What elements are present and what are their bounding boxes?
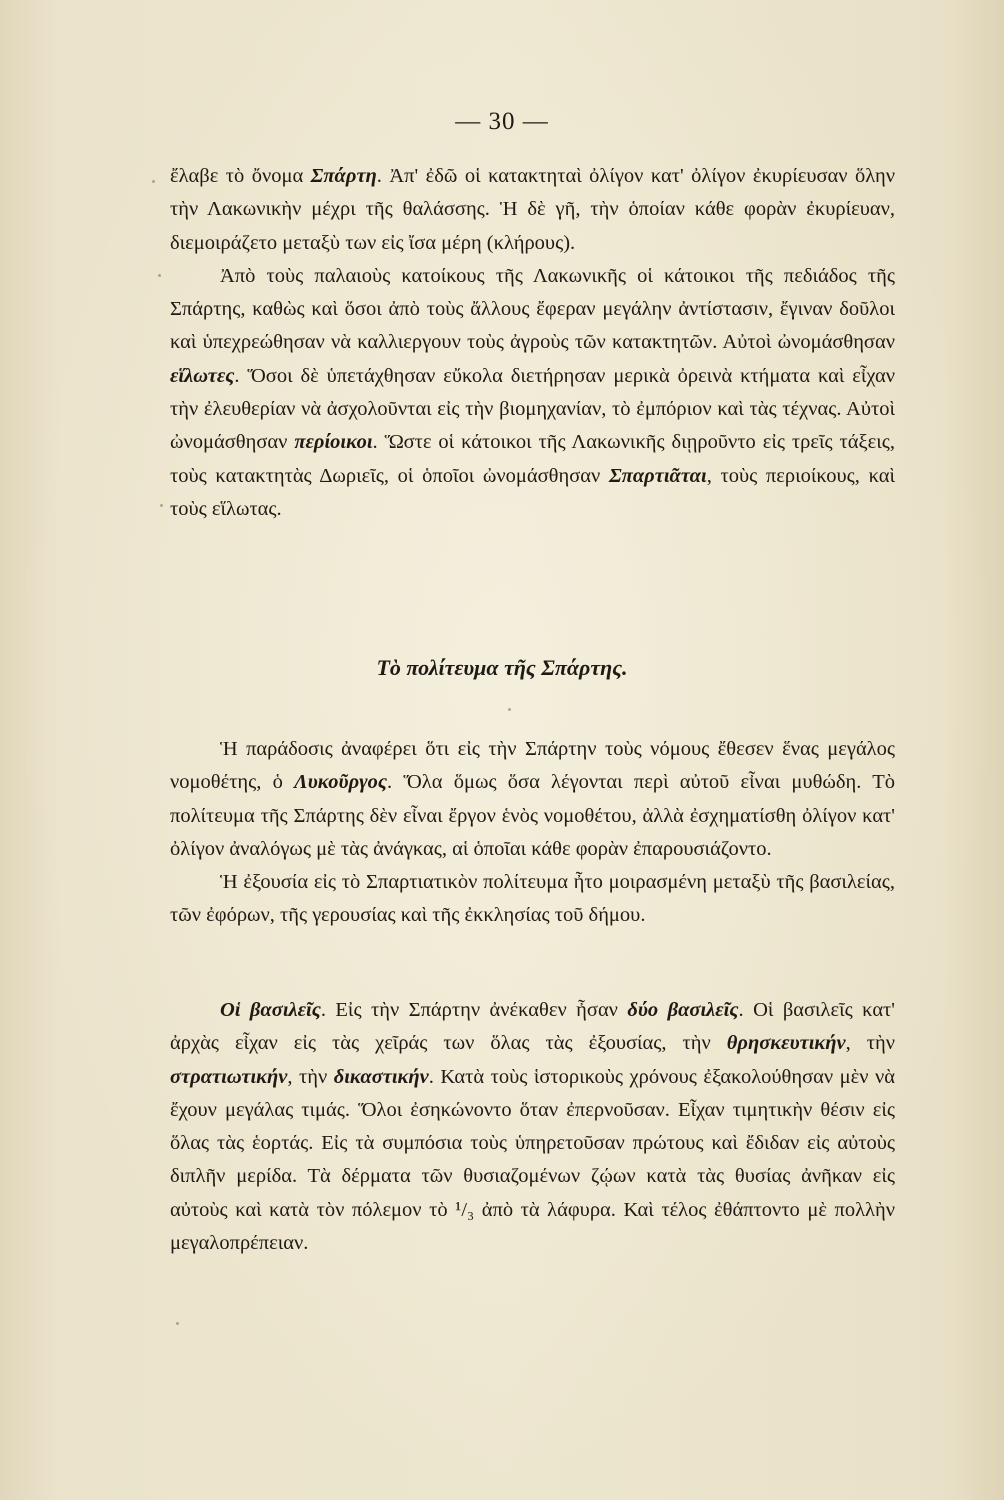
emphasis-dyo-vasileis: δύο βασιλεῖς [627, 999, 739, 1021]
paragraph-1 [170, 160, 895, 260]
text-block-middle [170, 733, 895, 933]
paragraph-3-text-b: . Ὅλα ὅμως ὅσα λέγονται περὶ αὐτοῦ εἶναι μυθώδη. Τὸ πολίτευμα τῆς Σπάρτης δὲν εἶναι ἔργον ἑνὸς νομοθέτου, ἀλλὰ ἐσχηματίσθη ὀλίγον κατ' ὀλίγον ἀναλόγως μὲ τὰς ἀνάγκας, αἱ ὁποῖαι κάθε φορὰν ἐπαρουσιάζοντο. [170, 771, 896, 860]
paragraph-5 [170, 994, 895, 1260]
emphasis-thriskeftiki: θρησκευτικήν [726, 1032, 846, 1055]
paper-speck [176, 1322, 179, 1325]
paragraph-5-text-a: . Εἰς τὴν Σπάρτην ἀνέκαθεν ἦσαν [320, 999, 628, 1021]
paragraph-1-text-a: ἔλαβε τὸ ὄνομα [170, 165, 311, 187]
emphasis-dikastiki: δικαστικήν [333, 1065, 429, 1088]
emphasis-perioikoi: περίοικοι [294, 431, 373, 454]
paragraph-5-text-c: , τὴν [845, 1032, 895, 1055]
paragraph-2 [170, 260, 895, 526]
paper-speck [160, 504, 163, 507]
text-block-lower [170, 994, 895, 1260]
paragraph-5-text-f: ἀπὸ τὰ λάφυρα. Καὶ τέλος ἐθάπτοντο μὲ πολλὴν μεγαλοπρέπειαν. [170, 1198, 895, 1255]
emphasis-sparti: Σπάρτη [310, 165, 377, 187]
section-heading: Τὸ πολίτευμα τῆς Σπάρτης. [376, 655, 628, 680]
paragraph-4 [170, 866, 895, 933]
fraction-one-third: ¹/₃ [455, 1198, 475, 1221]
emphasis-lykourgos: Λυκοῦργος [294, 771, 388, 794]
text-block-upper [170, 160, 895, 526]
paper-speck [152, 180, 155, 183]
paragraph-5-text-e: . Κατὰ τοὺς ἱστορικοὺς χρόνους ἐξακολούθησαν μὲν νὰ ἔχουν μεγάλας τιμάς. Ὅλοι ἐσηκώνοντο ὅταν ἐπερνοῦσαν. Εἶχαν τιμητικὴν θέσιν εἰς ὅλας τὰς ἑορτάς. Εἰς τὰ συμπόσια τοὺς ὑπηρετοῦσαν πρώτους καὶ ἔδιδαν εἰς αὐτοὺς διπλῆν μερίδα. Τὰ δέρματα τῶν θυσιαζομένων ζῴων κατὰ τὰς θυσίας ἀνῆκαν εἰς αὐτοὺς καὶ κατὰ τὸν πόλεμον τὸ [170, 1065, 895, 1221]
paragraph-1-text-b: . Ἀπ' ἐδῶ οἱ κατακτηταὶ ὀλίγον κατ' ὀλίγον ἐκυρίευσαν ὅλην τὴν Λακωνικὴν μέχρι τῆς θαλάσσης. Ἡ δὲ γῆ, τὴν ὁποίαν κάθε φορὰν ἐκυρίευαν, διεμοιράζετο μεταξὺ των εἰς ἴσα μέρη (κλήρους). [170, 165, 895, 254]
paragraph-2-text-d: , τοὺς περιοίκους, καὶ τοὺς εἵλωτας. [170, 464, 895, 520]
paragraph-4-text: Ἡ ἐξουσία εἰς τὸ Σπαρτιατικὸν πολίτευμα ἦτο μοιρασμένη μεταξὺ τῆς βασιλείας, τῶν ἐφόρων, τῆς γερουσίας καὶ τῆς ἐκκλησίας τοῦ δήμου. [170, 871, 895, 927]
emphasis-stratiotiki: στρατιωτικήν [170, 1065, 288, 1088]
emphasis-spartiatai: Σπαρτιᾶται [608, 464, 707, 487]
page-number: — 30 — [455, 108, 549, 135]
paragraph-2-text-b: . Ὅσοι δὲ ὑπετάχθησαν εὔκολα διετήρησαν μερικὰ ὀρεινὰ κτήματα καὶ εἶχαν τὴν ἐλευθερίαν νὰ ἀσχολοῦνται εἰς τὴν βιομηχανίαν, τὸ ἐμπόριον καὶ τὰς τέχνας. Αὐτοὶ ὠνομάσθησαν [170, 364, 895, 454]
paragraph-5-text-d: , τὴν [287, 1065, 334, 1088]
emphasis-eilotes: εἵλωτες [170, 364, 235, 387]
paragraph-5-text-b: . Οἱ βασιλεῖς κατ' ἀρχὰς εἶχαν εἰς τὰς χεῖράς των ὅλας τὰς ἐξουσίας, τὴν [170, 999, 895, 1055]
paper-speck [508, 708, 511, 711]
paper-speck [158, 274, 161, 277]
paragraph-3 [170, 733, 895, 866]
paragraph-3-text-a: Ἡ παράδοσις ἀναφέρει ὅτι εἰς τὴν Σπάρτην τοὺς νόμους ἔθεσεν ἕνας μεγάλος νομοθέτης, ὁ [170, 738, 895, 794]
paragraph-2-text-c: . Ὥστε οἱ κάτοικοι τῆς Λακωνικῆς διῃροῦντο εἰς τρεῖς τάξεις, τοὺς κατακτητὰς Δωριεῖς, οἱ ὁποῖοι ὠνομάσθησαν [170, 431, 895, 487]
paragraph-2-text-a: Ἀπὸ τοὺς παλαιοὺς κατοίκους τῆς Λακωνικῆς οἱ κάτοικοι τῆς πεδιάδος τῆς Σπάρτης, καθὼς καὶ ὅσοι ἀπὸ τοὺς ἄλλους ἔφεραν μεγάλην ἀντίστασιν, ἔγιναν δοῦλοι καὶ ὑπεχρεώθησαν νὰ καλλιεργουν τοὺς ἀγροὺς τῶν κατακτητῶν. Αὐτοὶ ὠνομάσθησαν [170, 264, 895, 354]
emphasis-vasileis-lead: Οἱ βασιλεῖς [220, 999, 321, 1021]
